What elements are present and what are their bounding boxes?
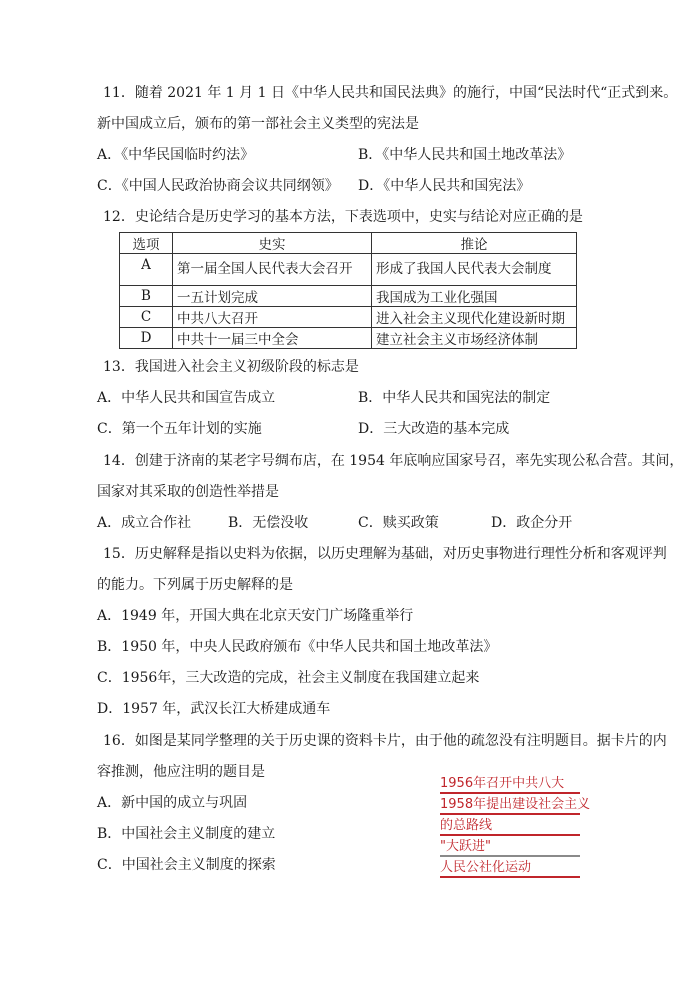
q15-option-c: C．1956年，三大改造的完成，社会主义制度在我国建立起来 — [97, 670, 480, 686]
q16-option-a: A．新中国的成立与巩固 — [97, 795, 248, 811]
table-row — [120, 328, 577, 349]
q15-option-d: D．1957 年，武汉长江大桥建成通车 — [97, 701, 331, 717]
q11-stem-line2: 新中国成立后，颁布的第一部社会主义类型的宪法是 — [97, 116, 419, 132]
q15-option-a: A．1949 年，开国大典在北京天安门广场隆重举行 — [97, 608, 414, 624]
q16-option-b: B．中国社会主义制度的建立 — [97, 826, 276, 842]
table-cell: 第一届全国人民代表大会召开 — [173, 254, 372, 286]
q14-option-c: C．赎买政策 — [358, 515, 439, 531]
q15-stem-line1: 15．历史解释是指以史料为依据，以历史理解为基础，对历史事物进行理性分析和客观评判 — [103, 546, 667, 562]
table-row — [120, 307, 577, 328]
q14-stem-line2: 国家对其采取的创造性举措是 — [97, 484, 279, 500]
q14-option-a: A．成立合作社 — [97, 515, 192, 531]
q16-stem-line2: 容推测，他应注明的题目是 — [97, 764, 265, 780]
table-row — [120, 286, 577, 307]
q14-option-b: B．无偿没收 — [228, 515, 309, 531]
q11-option-b: B．《中华人民共和国土地改革法》 — [358, 147, 572, 163]
table-cell: D — [120, 328, 173, 349]
q14-stem-line1: 14．创建于济南的某老字号绸布店，在 1954 年底响应国家号召，率先实现公私合营。其间， — [103, 453, 684, 469]
q15-stem-line2: 的能力。下列属于历史解释的是 — [97, 577, 293, 593]
table-cell: A — [120, 254, 173, 286]
q13-stem: 13．我国进入社会主义初级阶段的标志是 — [103, 359, 359, 375]
q13-option-b: B．中华人民共和国宪法的制定 — [358, 390, 551, 406]
table-cell: B — [120, 286, 173, 307]
q11-option-d: D．《中华人民共和国宪法》 — [358, 178, 531, 194]
q13-option-c: C．第一个五年计划的实施 — [97, 421, 262, 437]
table-header: 选项 — [120, 233, 173, 254]
table-cell: 我国成为工业化强国 — [372, 286, 577, 307]
table-cell: 中共十一届三中全会 — [173, 328, 372, 349]
q15-option-b: B．1950 年，中央人民政府颁布《中华人民共和国土地改革法》 — [97, 639, 498, 655]
table-header: 推论 — [372, 233, 577, 254]
card-line: 1956年召开中共八大 — [440, 775, 580, 794]
q13-option-a: A．中华人民共和国宣告成立 — [97, 390, 276, 406]
card-line: 的总路线 — [440, 817, 580, 836]
table-row — [120, 254, 577, 286]
table-header: 史实 — [173, 233, 372, 254]
table-cell: 建立社会主义市场经济体制 — [372, 328, 577, 349]
card-line: 1958年提出建设社会主义 — [440, 796, 580, 815]
q11-stem-line1: 11．随着 2021 年 1 月 1 日《中华人民共和国民法典》的施行，中国“民法时代“正式到来。 — [103, 85, 678, 101]
q12-table — [119, 232, 577, 349]
q13-option-d: D．三大改造的基本完成 — [358, 421, 510, 437]
table-cell: 进入社会主义现代化建设新时期 — [372, 307, 577, 328]
table-cell: 一五计划完成 — [173, 286, 372, 307]
info-card — [440, 775, 591, 878]
q14-option-d: D．政企分开 — [491, 515, 573, 531]
table-cell: C — [120, 307, 173, 328]
card-line: 人民公社化运动 — [440, 859, 580, 878]
table-cell: 形成了我国人民代表大会制度 — [372, 254, 577, 286]
q12-stem: 12．史论结合是历史学习的基本方法，下表选项中，史实与结论对应正确的是 — [103, 209, 583, 225]
q16-option-c: C．中国社会主义制度的探索 — [97, 857, 276, 873]
q11-option-a: A．《中华民国临时约法》 — [97, 147, 255, 163]
q11-option-c: C．《中国人民政治协商会议共同纲领》 — [97, 178, 339, 194]
q16-stem-line1: 16．如图是某同学整理的关于历史课的资料卡片，由于他的疏忽没有注明题目。据卡片的内 — [103, 733, 667, 749]
card-line: "大跃进" — [440, 838, 580, 857]
table-cell: 中共八大召开 — [173, 307, 372, 328]
